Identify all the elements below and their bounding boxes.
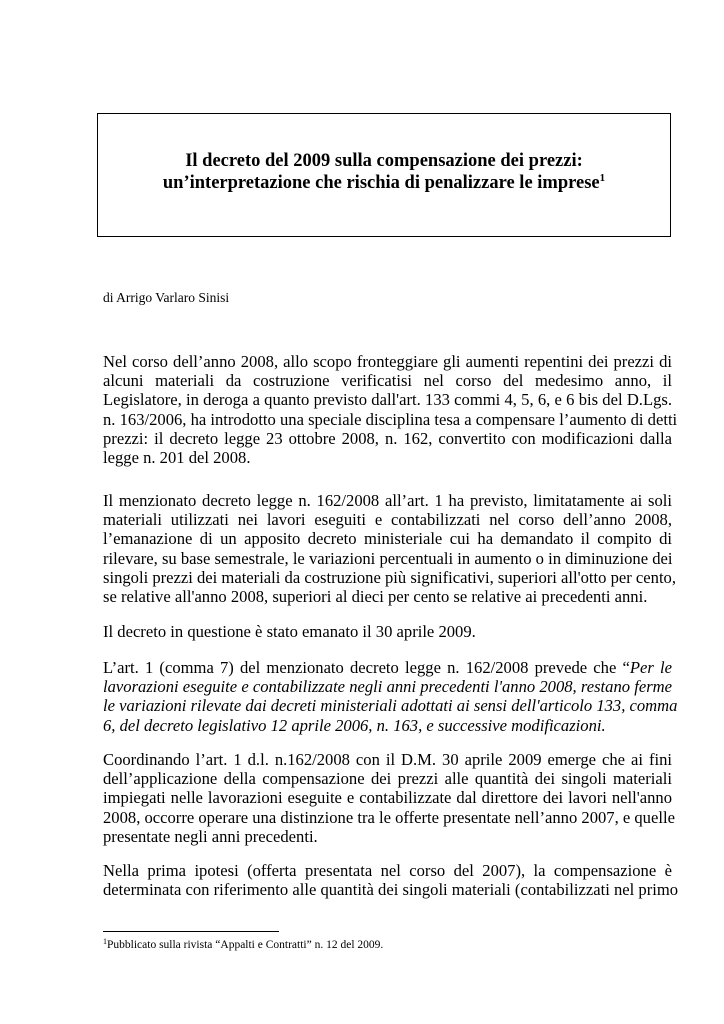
paragraph-line: Legislatore, in deroga a quanto previsto dall'art. 133 commi 4, 5, 6, e 6 bis del D.Lgs. <box>103 390 672 410</box>
paragraph-line: Il menzionato decreto legge n. 162/2008 all’art. 1 ha previsto, limitatamente ai soli <box>103 491 672 510</box>
paragraph-line: alcuni materiali da costruzione verificatisi nel corso del medesimo anno, il <box>103 371 672 391</box>
footnote-number: 1 <box>103 937 107 946</box>
paragraph-line: presentate negli anni precedenti. <box>103 826 318 846</box>
paragraph-line: singoli prezzi dei materiali da costruzione più significativi, superiori all'otto per cento, <box>103 567 676 587</box>
paragraph-line: se relative all'anno 2008, superiori al dieci per cento se relative ai precedenti anni. <box>103 587 648 607</box>
paragraph-5 <box>103 750 675 846</box>
paragraph-2 <box>103 491 676 607</box>
quote-line: lavorazioni eseguite e contabilizzate negli anni precedenti l'anno 2008, restano ferme <box>103 677 672 697</box>
paragraph-line: Nella prima ipotesi (offerta presentata nel corso del 2007), la compensazione è <box>103 861 672 880</box>
paragraph-line: rilevare, su base semestrale, le variazioni percentuali in aumento o in diminuzione dei <box>103 548 673 568</box>
paragraph-line: n. 163/2006, ha introdotto una speciale disciplina tesa a compensare l’aumento di detti <box>103 409 678 429</box>
paragraph-line: 2008, occorre operare una distinzione tra le offerte presentate nell’anno 2007, e quelle <box>103 807 675 827</box>
paragraph-line: prezzi: il decreto legge 23 ottobre 2008, n. 162, convertito con modificazioni dalla <box>103 428 672 448</box>
author-line: di Arrigo Varlaro Sinisi <box>103 290 230 305</box>
paragraph-line: Nel corso dell’anno 2008, allo scopo fronteggiare gli aumenti repentini dei prezzi di <box>103 352 672 371</box>
paragraph-line: determinata con riferimento alle quantità dei singoli materiali (contabilizzati nel primo <box>103 880 679 900</box>
quote-line: le variazioni rilevate dai decreti ministeriali adottati ai sensi dell'articolo 133, comma <box>103 696 678 716</box>
quote-italic-start: Per le <box>629 658 672 677</box>
footnote-text: Pubblicato sulla rivista “Appalti e Contratti” n. 12 del 2009. <box>107 939 384 951</box>
paragraph-line: l’emanazione di un apposito decreto ministeriale cui ha demandato il compito di <box>103 529 672 549</box>
paragraph-4 <box>103 658 678 735</box>
paragraph-1 <box>103 352 678 468</box>
paragraph-3 <box>103 622 672 641</box>
paragraph-line: materiali utilizzati nei lavori eseguiti e contabilizzati nel corso dell’anno 2008, <box>103 510 672 530</box>
title-footnote-ref[interactable]: 1 <box>599 172 606 184</box>
quote-line: 6, del decreto legislativo 12 aprile 2006, n. 163, e successive modificazioni. <box>103 715 606 735</box>
paragraph-6 <box>103 861 679 900</box>
paragraph-line: impiegati nelle lavorazioni eseguite e contabilizzate dal direttore dei lavori nell'anno <box>103 788 672 808</box>
paragraph-line: Coordinando l’art. 1 d.l. n.162/2008 con il D.M. 30 aprile 2009 emerge che ai fini <box>103 750 672 769</box>
paragraph-line: legge n. 201 del 2008. <box>103 448 251 468</box>
paragraph-line: dell’applicazione della compensazione dei prezzi alle quantità dei singoli materiali <box>103 769 672 789</box>
title-line-1 <box>98 150 670 172</box>
paragraph-line: Il decreto in questione è stato emanato il 30 aprile 2009. <box>103 622 476 641</box>
footnote-divider <box>103 931 279 932</box>
title-line-2 <box>98 172 670 194</box>
title-text-2: un’interpretazione che rischia di penalizzare le imprese <box>162 173 600 193</box>
footnote <box>103 938 383 953</box>
paragraph-line-plain: L’art. 1 (comma 7) del menzionato decreto legge n. 162/2008 prevede che “ <box>103 658 630 677</box>
paragraph-line <box>103 658 672 677</box>
title-box <box>97 113 671 237</box>
title-text-1: Il decreto del 2009 sulla compensazione dei prezzi: <box>185 151 583 171</box>
